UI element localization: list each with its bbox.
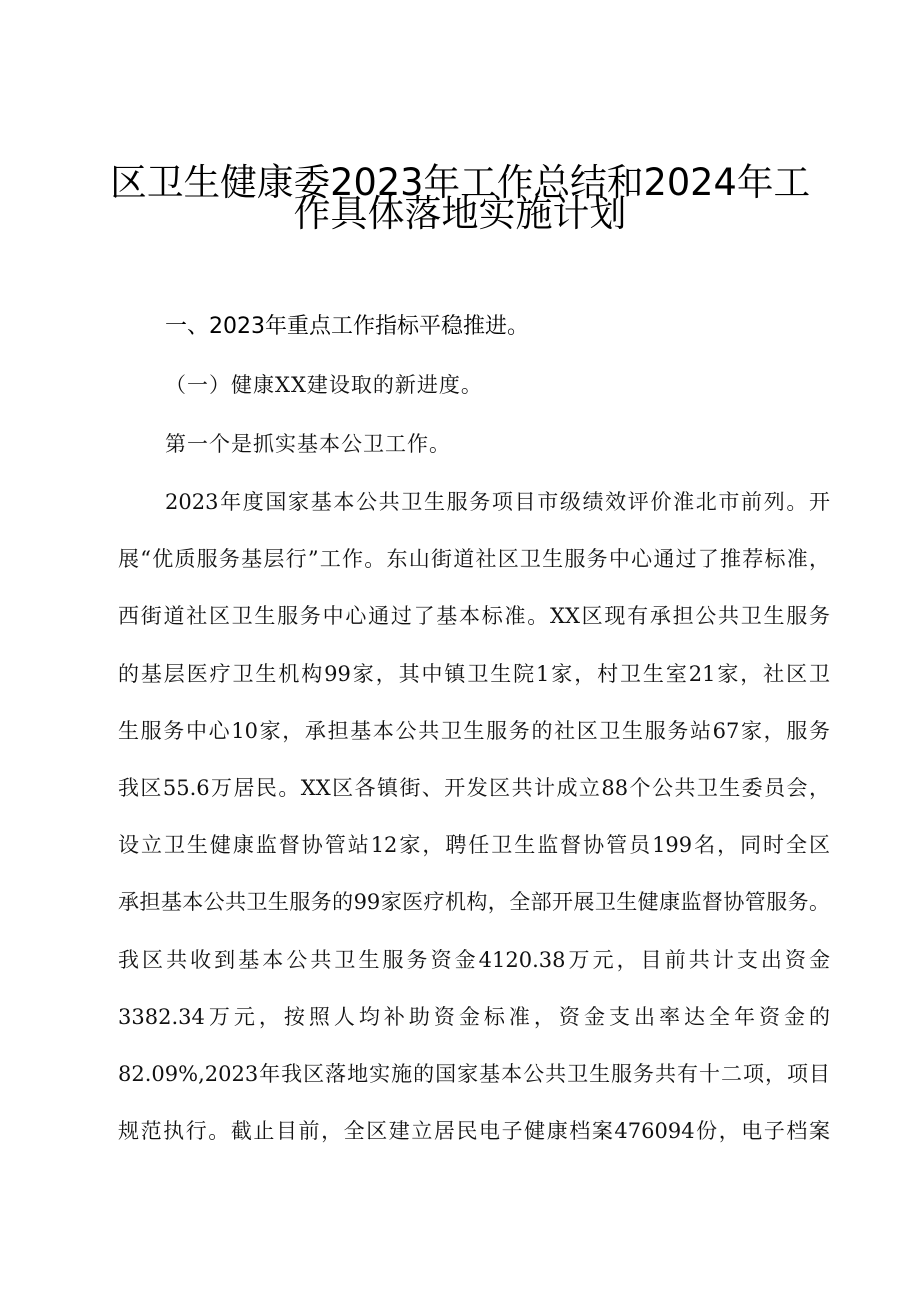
paragraph-line: 生服务中心10家，承担基本公共卫生服务的社区卫生服务站67家，服务 <box>118 719 830 743</box>
paragraph-line: 82.09%,2023年我区落地实施的国家基本公共卫生服务共有十二项，项目 <box>118 1062 830 1086</box>
document-title-line-2: 作具体落地实施计划 <box>293 192 627 235</box>
document-title-line-1: 区卫生健康委2023年工作总结和2024年工 <box>109 161 810 204</box>
paragraph-line: 展“优质服务基层行”工作。东山街道社区卫生服务中心通过了推荐标准， <box>118 547 830 571</box>
subsection-heading: （一）健康XX建设取的新进度。 <box>165 373 483 397</box>
paragraph-line: 规范执行。截止目前，全区建立居民电子健康档案476094份，电子档案 <box>118 1119 830 1143</box>
item-heading: 第一个是抓实基本公卫工作。 <box>165 432 451 456</box>
paragraph-line: 的基层医疗卫生机构99家，其中镇卫生院1家，村卫生室21家，社区卫 <box>118 662 830 686</box>
paragraph-line: 西街道社区卫生服务中心通过了基本标准。XX区现有承担公共卫生服务 <box>118 604 830 628</box>
paragraph-line: 2023年度国家基本公共卫生服务项目市级绩效评价淮北市前列。开 <box>165 490 830 514</box>
paragraph-line: 我区55.6万居民。XX区各镇街、开发区共计成立88个公共卫生委员会， <box>118 776 830 800</box>
paragraph-line: 承担基本公共卫生服务的99家医疗机构，全部开展卫生健康监督协管服务。 <box>118 890 830 914</box>
section-heading: 一、2023年重点工作指标平稳推进。 <box>165 314 529 339</box>
paragraph-line: 设立卫生健康监督协管站12家，聘任卫生监督协管员199名，同时全区 <box>118 833 830 857</box>
paragraph-line: 3382.34万元，按照人均补助资金标准，资金支出率达全年资金的 <box>118 1005 830 1029</box>
paragraph-line: 我区共收到基本公共卫生服务资金4120.38万元，目前共计支出资金 <box>118 948 830 972</box>
